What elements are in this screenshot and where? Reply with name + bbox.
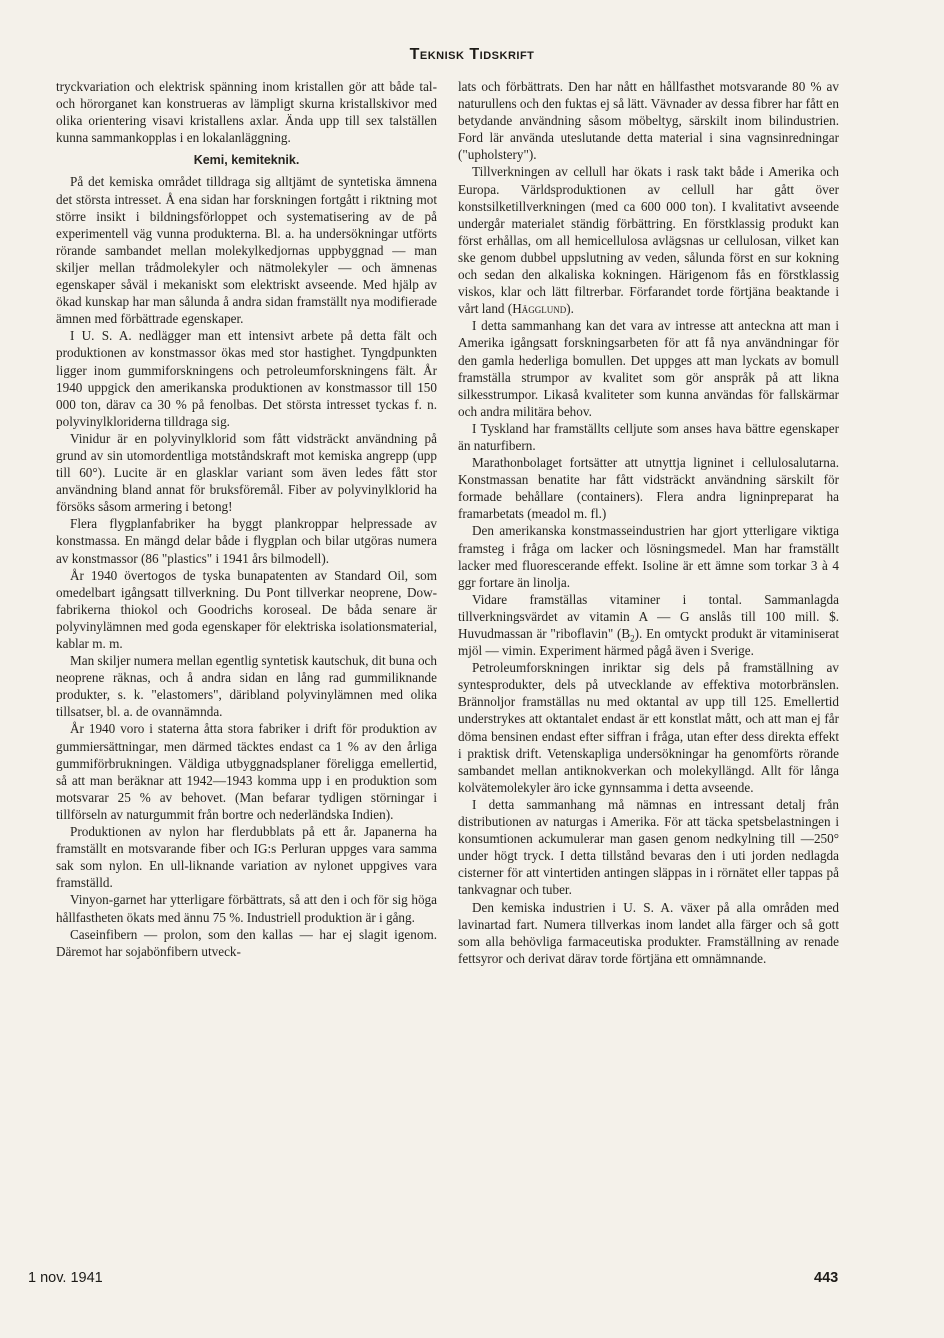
paragraph: Vinidur är en polyvinylklorid som fått vidsträckt användning på grund av sin utomordentliga motståndskraft mot kemiska angrepp (upp till 60°). Lucite är en glasklar variant som även ledes fått stor användning bland annat för bruksföremål. Fiber av polyvinylklorid ha försöks såsom armering i betong! xyxy=(56,430,437,515)
paragraph: lats och förbättrats. Den har nått en hållfasthet motsvarande 80 % av naturullens och den fuktas ej så lätt. Vävnader av dessa fibrer har fått en betydande användning såsom möbeltyg, särskilt inom bilindustrien. Ford lär använda uteslutande detta material i sina vagnsinredningar ("upholstery"). xyxy=(458,79,839,163)
issue-date: 1 nov. 1941 xyxy=(28,1270,103,1286)
paragraph-text: Tillverkningen av cellull har ökats i rask takt både i Amerika och Europa. Världsproduktionen av cellull har gått över konstsilketillverkningen (med ca 600 000 ton). I kvalitativt avseende undergår materialet ständig förbättring. En förstklassig produkt kan först erhållas, om all hemicellulosa avlägsnas ur cellulosan, vilket kan ske genom dubbel uppslutning av veden, sålunda först en sur kokning och sedan den alkaliska kokningen. Härigenom fås en förstklassig viskos, klar och lätt filtrerbar. Förfarandet torde förtjäna beaktande i vårt land ( xyxy=(458,164,839,317)
paragraph: År 1940 övertogos de tyska bunapatenten av Standard Oil, som omedelbart igångsatt tillverkning. Du Pont tillverkar neoprene, Dow-fabrikerna thiokol och Goodrichs koroseal. De båda senare är polyvinylämnen med goda egenskaper för elektriska isolationsmaterial, kablar m. m. xyxy=(56,567,437,651)
paragraph: I U. S. A. nedlägger man ett intensivt arbete på detta fält och produktionen av konstmassor ökas med stor hastighet. Tyngdpunkten ligger inom gummiforskningens och petroleumforskningens fält. År 1940 uppgick den amerikanska produktionen av konstmassor till 150 000 ton, därav ca 30 % på fenolbas. Det största intresset tyckas f. n. polyvinylkloriderna tilldraga sig. xyxy=(56,328,437,429)
paragraph-text: ). En omtyckt produkt är vitaminiserat mjöl — vimin. Experiment härmed pågå även i Sverige. xyxy=(458,626,839,659)
paragraph: Flera flygplanfabriker ha byggt plankroppar helpressade av konstmassa. En mängd delar både i flygplan och bilar utgöras numera av konstmassor (86 "plastics" i 1941 års bilmodell). xyxy=(56,516,437,566)
paragraph: Caseinfibern — prolon, som den kallas — har ej slagit igenom. Däremot har sojabönfibern utveck- xyxy=(56,926,437,959)
page-number: 443 xyxy=(814,1270,839,1286)
paragraph: På det kemiska området tilldraga sig alltjämt de syntetiska ämnena det största intresset. Å ena sidan har forskningen fortgått i riktning mot större insikt i bildningsförloppet och systematisering av de på experimentell väg vunna produkterna. Bl. a. ha undersökningar utförts rörande sambandet mellan molekylkedjornas uppbyggnad — man skiljer mellan trådmolekyler och nätmolekyler — och ämnenas egenskaper såväl i mekaniskt som elektriskt avseende. Med hjälp av ökad kunskap har man sålunda å andra sidan framställt nya modifierade ämnen med förbättrade egenskaper. xyxy=(56,174,437,327)
section-heading: Kemi, kemiteknik. xyxy=(193,153,300,168)
paragraph-text: ). xyxy=(566,301,574,317)
paragraph: Vinyon-garnet har ytterligare förbättrats, så att den i och för sig höga hållfastheten ökats med ännu 75 %. Industriell produktion är i gång. xyxy=(56,892,437,925)
subscript: 2 xyxy=(630,633,635,644)
paragraph-text: Vidare framställas vitaminer i tontal. Sammanlagda tillverkningsvärdet av vitamin A — G anslås till 100 mill. $. Huvudmassan är "riboflavin" (B xyxy=(458,591,839,641)
paragraph: I detta sammanhang må nämnas en intressant detalj från distributionen av naturgas i Amerika. För att täcka spetsbelastningen i konsumtionen ackumulerar man gasen genom nedkylning till —250° under högt tryck. I detta tillstånd bevaras den i uti jorden nedlagda cisterner för att vintertiden antingen släppas in i rörnätet eller tappas på tankvagnar och tuber. xyxy=(458,796,839,898)
paragraph: I detta sammanhang kan det vara av intresse att anteckna att man i Amerika igångsatt forskningsarbeten för att få nya användningar för den gamla hederliga bomullen. Det uppges att man lyckats av bomull framställa strumpor av kvalitet som gör anspråk på att likna silkesstrumpor. Likaså kvaliteter som kunna användas för fallskärmar och andra militära behov. xyxy=(458,318,839,419)
paragraph: Den amerikanska konstmasseindustrien har gjort ytterligare viktiga framsteg i fråga om lacker och lösningsmedel. Man har framställt lacker med fluorescerande effekt. Isoline är ett ämne som torkar 3 à 4 ggr fortare än linolja. xyxy=(458,523,839,590)
paragraph: Petroleumforskningen inriktar sig dels på framställning av syntesprodukter, dels på utvecklande av effektiva motorbränslen. Brännoljor framställas nu med oktantal av upp till 125. Emellertid understrykes att oktantalet endast är ett konstlat mått, och att man ej får döma bensinen endast efter siffran i fråga, utan efter dess direkta effekt i praktisk drift. Vetenskapliga undersökningar ha genomförts rörande sambandet mellan antiknokverkan och molekyllängd. Allt för långa kolvätemolekyler äro icke gynnsamma i detta avseende. xyxy=(458,660,839,795)
paragraph: tryckvariation och elektrisk spänning inom kristallen gör att både tal- och hörorganet kan konstrueras av lämpligt skurna kristallskivor med olika orientering visavi kristallens axlar. Ända upp till sex talställen kunna sammankopplas i en lokalanläggning. xyxy=(56,79,437,146)
paragraph xyxy=(458,591,839,659)
paragraph: Den kemiska industrien i U. S. A. växer på alla områden med lavinartad fart. Numera tillverkas inom landet alla färger och så gott som alla behövliga farmaceutiska produkter. Framställning av renade fettsyror och derivat därav torde förtjäna ett omnämnande. xyxy=(458,899,839,966)
author-name: Hägglund xyxy=(512,301,567,317)
paragraph: Produktionen av nylon har flerdubblats på ett år. Japanerna ha framställt en motsvarande fiber och IG:s Perluran uppges vara samma sak som nylon. En ull-liknande variation av nylonet uppgives vara framställd. xyxy=(56,824,437,891)
paragraph xyxy=(458,163,839,317)
paragraph: I Tyskland har framställts celljute som anses hava bättre egenskaper än naturfibern. xyxy=(458,420,839,453)
paragraph: År 1940 voro i staterna åtta stora fabriker i drift för produktion av gummiersättningar, men därmed täcktes endast ca 1 % av den årliga gummiförbrukningen. Väldiga utbyggnadsplaner föreligga emellertid, så att man beräknar att 1942—1943 komma upp i en produktion som motsvarar 25 % av behovet. (Man befarar tydligen störningar i tillförseln av naturgummit från bortre och nederländska Indien). xyxy=(56,721,437,822)
right-column xyxy=(458,78,839,967)
journal-masthead: Teknisk Tidskrift xyxy=(409,46,535,63)
paragraph: Marathonbolaget fortsätter att utnyttja ligninet i cellulosalutarna. Konstmassan benatite har fått vidsträckt användning särskilt för formade behållare (containers). Flera andra ligninpreparat ha framarbetats (meadol m. fl.) xyxy=(458,455,839,522)
paragraph: Man skiljer numera mellan egentlig syntetisk kautschuk, dit buna och neoprene räknas, och å andra sidan en lång rad gummiliknande produkter, s. k. "elastomers", däribland polyvinylämnen med olika tillsatser, bl. a. de ovannämnda. xyxy=(56,653,437,720)
left-column xyxy=(56,78,437,960)
